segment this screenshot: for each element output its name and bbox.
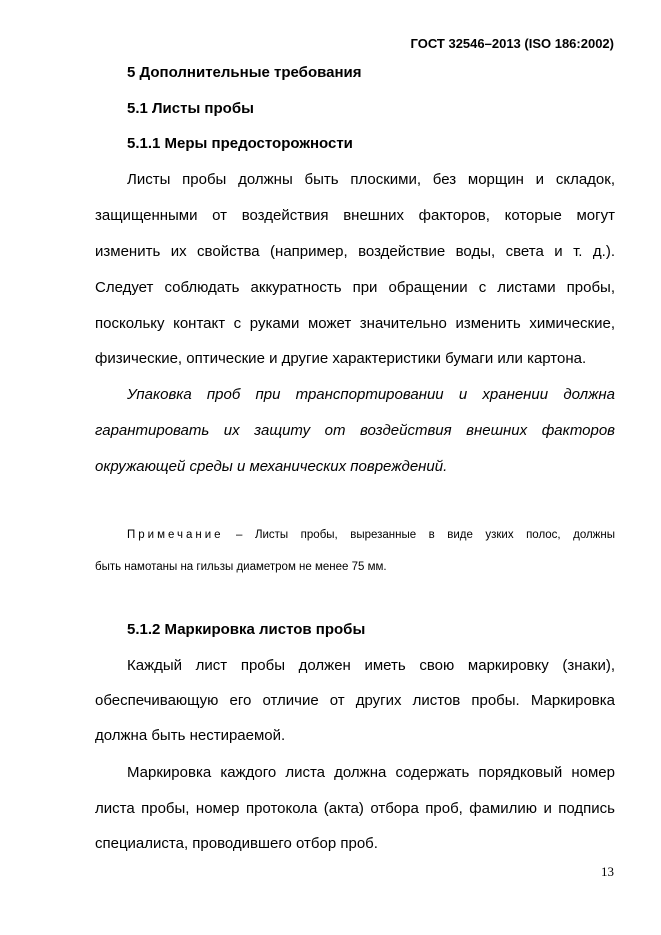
paragraph-line: изменить их свойства (например, воздействие воды, света и т. д.). [95,243,615,260]
paragraph-line: гарантировать их защиту от воздействия внешних факторов [95,422,615,439]
page-number: 13 [601,864,614,879]
paragraph-line: обеспечивающую его отличие от других листов пробы. Маркировка [95,692,615,709]
paragraph-line: Следует соблюдать аккуратность при обращении с листами пробы, [95,279,615,296]
paragraph-line: Маркировка каждого листа должна содержать порядковый номер [127,764,615,781]
note-text: – Листы пробы, вырезанные в виде узких полос, должны [223,529,615,541]
paragraph-line: поскольку контакт с руками может значительно изменить химические, [95,315,615,332]
paragraph-line: окружающей среды и механических повреждений. [95,458,448,475]
marking-subsection-title: 5.1.2 Маркировка листов пробы [127,621,366,638]
paragraph-line: специалиста, проводившего отбор проб. [95,835,378,852]
paragraph-line: физические, оптические и другие характеристики бумаги или картона. [95,350,587,367]
note-label: Примечание [127,529,224,541]
paragraph-line: защищенными от воздействия внешних факторов, которые могут [95,207,615,224]
note-line: быть намотаны на гильзы диаметром не менее 75 мм. [95,561,387,573]
note-line [127,529,615,541]
section-title: 5 Дополнительные требования [127,64,362,81]
paragraph-line: Листы пробы должны быть плоскими, без морщин и складок, [127,171,615,188]
subsection-title: 5.1 Листы пробы [127,100,254,117]
paragraph-line: Каждый лист пробы должен иметь свою маркировку (знаки), [127,657,615,674]
paragraph-line: листа пробы, номер протокола (акта) отбора проб, фамилию и подпись [95,800,615,817]
paragraph-line: Упаковка проб при транспортировании и хранении должна [127,386,615,403]
subsubsection-title: 5.1.1 Меры предосторожности [127,135,353,152]
document-code-header: ГОСТ 32546–2013 (ISO 186:2002) [410,36,614,51]
paragraph-line: должна быть нестираемой. [95,727,286,744]
